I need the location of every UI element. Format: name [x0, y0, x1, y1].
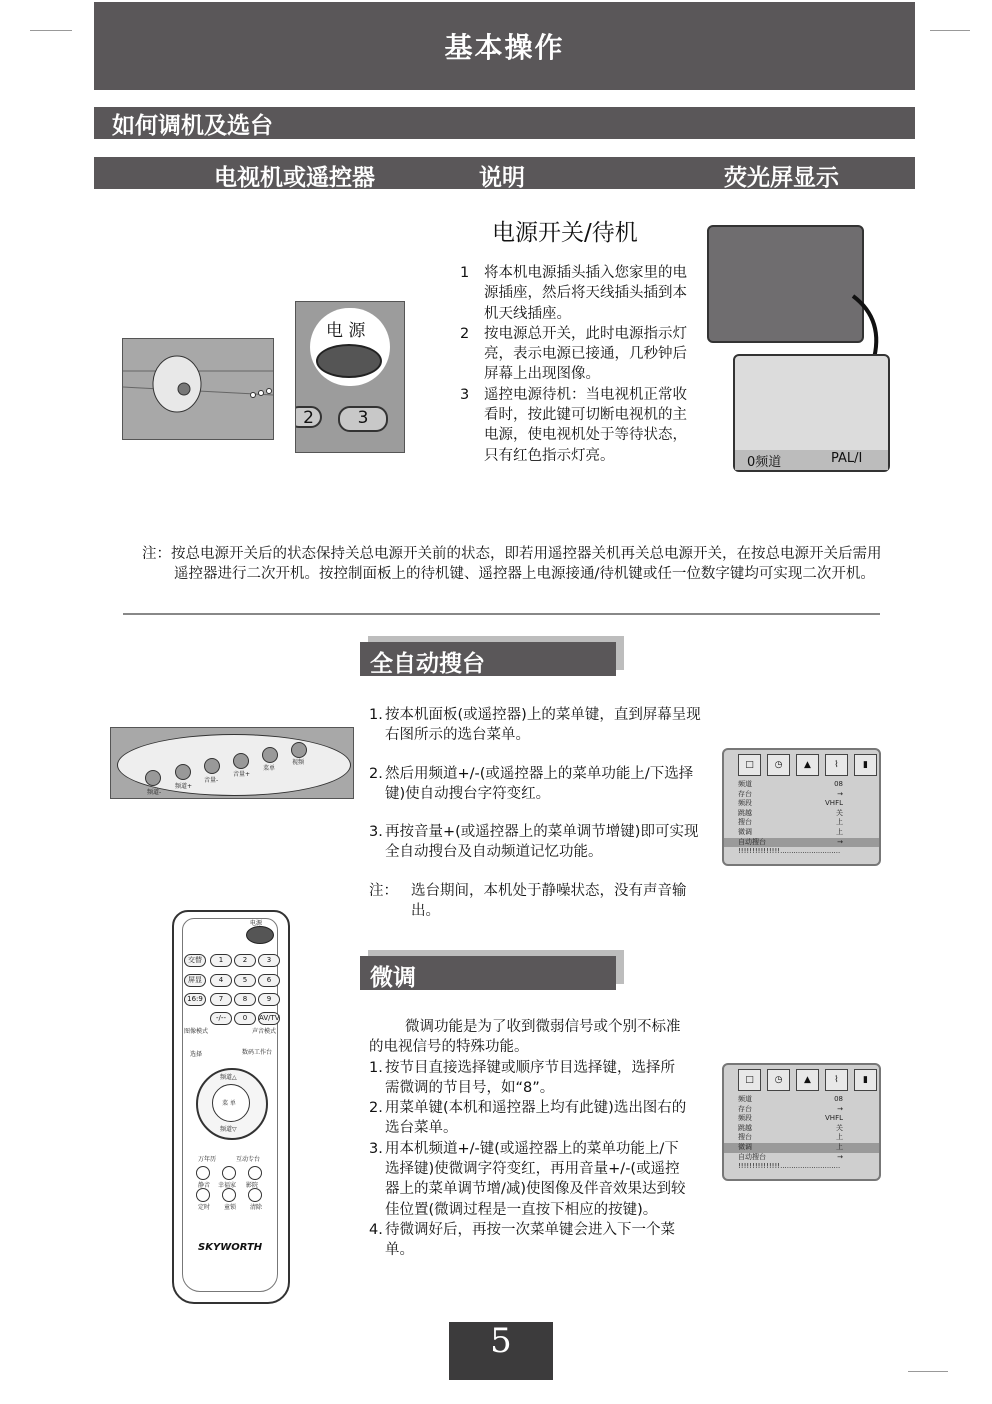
- page-title: 基本操作: [94, 2, 915, 90]
- section-title: 如何调机及选台: [94, 107, 915, 139]
- finetune-title: 微调: [370, 965, 416, 991]
- power-title: 电源开关/待机: [492, 220, 638, 246]
- tv-screen-on: [733, 354, 890, 472]
- picture-icon: ▲: [796, 754, 819, 776]
- osd-menu-autosearch: [722, 748, 881, 866]
- menu-row: 频道 08: [738, 780, 843, 788]
- panel-label-menu: 菜单: [263, 765, 276, 772]
- picture-icon: ▲: [796, 1069, 819, 1091]
- osd-system: PAL/I: [831, 451, 863, 466]
- menu-row: 跳越 关: [738, 1123, 843, 1132]
- column-display: 荧光屏显示: [724, 165, 839, 191]
- antenna-icon: ⌇: [825, 754, 848, 776]
- menu-row: 频段 VHFL: [738, 1114, 843, 1123]
- menu-row: 跳越 关: [738, 808, 843, 817]
- remote-control-illustration: 电源 交替 1 2 3 屏显 4 5 6 16:9 7 8 9 -/-- 0 AV/TV 图像模式 声音模式 选择 数码工作台 菜 单 频道△ 频道▽ 万年历 互动专台 静音 幸福家 影院 定时 童锁 清除 SKYWORTH: [172, 910, 290, 1304]
- remote-brand-logo: SKYWORTH: [198, 1242, 263, 1253]
- autosearch-steps: [369, 705, 705, 921]
- finetune-header: [360, 956, 616, 990]
- tv-screen-off: [707, 225, 864, 343]
- panel-label-channel-down: 频道-: [147, 789, 162, 796]
- menu-row: 微调 上: [738, 827, 843, 836]
- power-button-icon: [316, 344, 382, 378]
- list-item: 2. 然后用频道+/-(或遥控器上的菜单功能上/下选择键)使自动搜台字符变红。: [369, 765, 694, 802]
- column-header-bar: [94, 157, 915, 189]
- list-item: 1 将本机电源插头插入您家里的电源插座，然后将天线插头插到本机天线插座。: [460, 265, 687, 322]
- menu-row: 存台 →: [738, 1104, 843, 1113]
- clock-icon: ◷: [767, 1069, 790, 1091]
- menu-row: 存台 →: [738, 789, 843, 798]
- menu-progress-bar: !!!!!!!!!!!!!!!...........................: [738, 847, 841, 856]
- remote-key-2: 2: [295, 406, 322, 428]
- menu-progress-bar: !!!!!!!!!!!!!!!...........................: [738, 1162, 841, 1171]
- menu-row-highlighted: 微调 上: [724, 1143, 879, 1153]
- column-tv-remote: 电视机或遥控器: [214, 165, 375, 191]
- panel-label-channel-up: 频道+: [175, 783, 193, 790]
- menu-row: 搜台 上: [738, 818, 843, 827]
- control-panel-illustration: [110, 727, 354, 799]
- autosearch-header: [360, 642, 616, 676]
- crop-mark: [908, 1371, 948, 1372]
- panel-label-video: 视频: [292, 759, 305, 766]
- antenna-icon: ⌇: [825, 1069, 848, 1091]
- tv-icon: □: [738, 754, 761, 776]
- menu-row: 自动搜台 →: [738, 1152, 843, 1161]
- divider: [123, 613, 880, 615]
- finetune-intro: 微调功能是为了收到微弱信号或个别不标准的电视信号的特殊功能。: [369, 1019, 681, 1056]
- level-icon: ▮: [854, 754, 877, 776]
- menu-row: 频道 08: [738, 1095, 843, 1103]
- page-number: 5: [449, 1322, 553, 1380]
- crop-mark: [30, 30, 72, 31]
- autosearch-note: 注： 选台期间，本机处于静噪状态，没有声音输出。: [369, 882, 687, 920]
- tv-icon: □: [738, 1069, 761, 1091]
- finetune-body: [369, 1017, 687, 1261]
- panel-label-volume-up: 音量+: [233, 771, 251, 778]
- remote-power-label: 电 源: [326, 321, 366, 341]
- autosearch-title: 全自动搜台: [370, 651, 485, 677]
- column-description: 说明: [479, 165, 525, 191]
- power-steps: [460, 263, 692, 466]
- tv-panel-illustration: [122, 338, 274, 440]
- remote-key-3: 3: [338, 406, 388, 432]
- list-item: 2. 用菜单键(本机和遥控器上均有此键)选出图右的选台菜单。: [369, 1100, 687, 1137]
- remote-power-button-icon: [246, 926, 274, 944]
- menu-row: 搜台 上: [738, 1133, 843, 1142]
- list-item: 3 遥控电源待机：当电视机正常收看时，按此键可切断电视机的主电源，使电视机处于等待状态，只有红色指示灯亮。: [460, 386, 687, 464]
- level-icon: ▮: [854, 1069, 877, 1091]
- list-item: 2 按电源总开关，此时电源指示灯亮，表示电源已接通，几秒钟后屏幕上出现图像。: [460, 325, 687, 383]
- list-item: 4. 待微调好后，再按一次菜单键会进入下一个菜单。: [369, 1221, 675, 1259]
- panel-label-volume-down: 音量-: [204, 777, 219, 784]
- crop-mark: [930, 30, 970, 31]
- menu-row-highlighted: 自动搜台 →: [724, 838, 879, 848]
- osd-channel: 0频道: [747, 455, 782, 470]
- osd-menu-finetune: [722, 1063, 881, 1181]
- list-item: 3. 再按音量+(或遥控器上的菜单调节增键)即可实现全自动搜台及自动频道记忆功能。: [369, 824, 699, 861]
- remote-power-illustration: [295, 301, 405, 453]
- menu-row: 频段 VHFL: [738, 799, 843, 808]
- clock-icon: ◷: [767, 754, 790, 776]
- power-note: 注：按总电源开关后的状态保持关总电源开关前的状态，即若用遥控器关机再关总电源开关，在按总电源开关后需用遥控器进行二次开机。按控制面板上的待机键、遥控器上电源接通/待机键或任一位数字键均可实现二次开机。: [142, 546, 882, 583]
- list-item: 1. 按本机面板(或遥控器)上的菜单键，直到屏幕呈现右图所示的选台菜单。: [369, 707, 701, 744]
- list-item: 1. 按节目直接选择键或顺序节目选择键，选择所需微调的节目号，如“8”。: [369, 1059, 675, 1096]
- list-item: 3. 用本机频道+/-键(或遥控器上的菜单功能上/下选择键)使微调字符变红，再用音量+/-(或遥控器上的菜单调节增/减)使图像及伴音效果达到较佳位置(微调过程是一直按下相应的按键)。: [369, 1140, 686, 1218]
